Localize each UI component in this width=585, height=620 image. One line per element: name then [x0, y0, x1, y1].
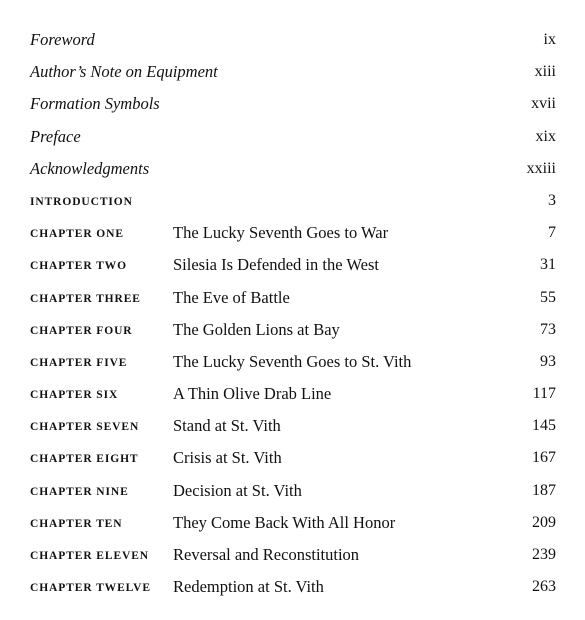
toc-row-chapter-eight — [30, 446, 556, 478]
entry-title: Acknowledgments — [30, 158, 150, 178]
toc-row-authors-note — [30, 60, 556, 92]
page-number: 93 — [540, 352, 556, 370]
toc-row-chapter-one — [30, 221, 556, 253]
chapter-label: CHAPTER TWO — [30, 260, 127, 273]
toc-row-acknowledgments — [30, 157, 556, 189]
chapter-title: The Lucky Seventh Goes to St. Vith — [173, 351, 412, 371]
chapter-label: CHAPTER SEVEN — [30, 421, 140, 434]
toc-row-chapter-six — [30, 382, 556, 414]
chapter-label: CHAPTER THREE — [30, 292, 141, 305]
toc-row-chapter-eleven — [30, 543, 556, 575]
toc-row-chapter-ten — [30, 511, 556, 543]
entry-title: Author’s Note on Equipment — [30, 62, 218, 82]
chapter-title: Crisis at St. Vith — [173, 448, 282, 468]
chapter-title: Silesia Is Defended in the West — [173, 255, 379, 275]
chapter-title: The Lucky Seventh Goes to War — [173, 223, 389, 243]
page-number: 187 — [532, 481, 556, 499]
page-number: ix — [543, 31, 556, 48]
toc-row-chapter-nine — [30, 479, 556, 511]
chapter-label: CHAPTER NINE — [30, 485, 129, 498]
chapter-title: The Golden Lions at Bay — [173, 319, 340, 339]
section-label: INTRODUCTION — [30, 195, 133, 208]
toc-row-chapter-twelve — [30, 575, 556, 607]
toc-row-introduction — [30, 189, 556, 221]
chapter-title: Redemption at St. Vith — [173, 577, 324, 597]
page-number: xiii — [534, 63, 556, 81]
toc-row-preface — [30, 125, 556, 157]
chapter-label: CHAPTER EIGHT — [30, 453, 139, 466]
page-number: 55 — [540, 288, 556, 306]
page-number: xvii — [531, 95, 556, 113]
chapter-title: Stand at St. Vith — [173, 416, 281, 436]
table-of-contents — [30, 28, 556, 607]
toc-row-formation-symbols — [30, 92, 556, 124]
toc-row-chapter-three — [30, 286, 556, 318]
page-number: xix — [535, 127, 556, 145]
chapter-title: The Eve of Battle — [173, 287, 290, 307]
chapter-label: CHAPTER FIVE — [30, 356, 128, 369]
chapter-label: CHAPTER TWELVE — [30, 582, 151, 595]
chapter-label: CHAPTER ONE — [30, 228, 124, 241]
chapter-title: A Thin Olive Drab Line — [173, 384, 332, 404]
chapter-label: CHAPTER TEN — [30, 517, 123, 530]
toc-row-chapter-seven — [30, 414, 556, 446]
chapter-title: Reversal and Reconstitution — [173, 545, 360, 564]
toc-row-chapter-five — [30, 350, 556, 382]
page-number: 73 — [540, 320, 556, 338]
toc-row-foreword — [30, 28, 556, 60]
page-number: 145 — [532, 417, 556, 435]
chapter-title: They Come Back With All Honor — [173, 512, 396, 532]
entry-title: Foreword — [30, 30, 95, 49]
entry-title: Preface — [30, 126, 81, 146]
chapter-title: Decision at St. Vith — [173, 480, 302, 500]
chapter-label: CHAPTER ELEVEN — [30, 550, 149, 562]
page-number: 7 — [548, 224, 556, 242]
page-number: 209 — [532, 513, 556, 531]
toc-row-chapter-four — [30, 318, 556, 350]
page-number: 263 — [532, 578, 556, 596]
page-number: 3 — [548, 191, 556, 209]
page-number: 117 — [532, 385, 556, 403]
page-number: 31 — [540, 256, 556, 274]
page-number: xxiii — [526, 159, 556, 177]
entry-title: Formation Symbols — [30, 94, 160, 114]
toc-row-chapter-two — [30, 253, 556, 285]
page-number: 167 — [532, 449, 556, 467]
chapter-label: CHAPTER SIX — [30, 389, 119, 402]
page-number: 239 — [532, 546, 556, 563]
chapter-label: CHAPTER FOUR — [30, 324, 133, 337]
